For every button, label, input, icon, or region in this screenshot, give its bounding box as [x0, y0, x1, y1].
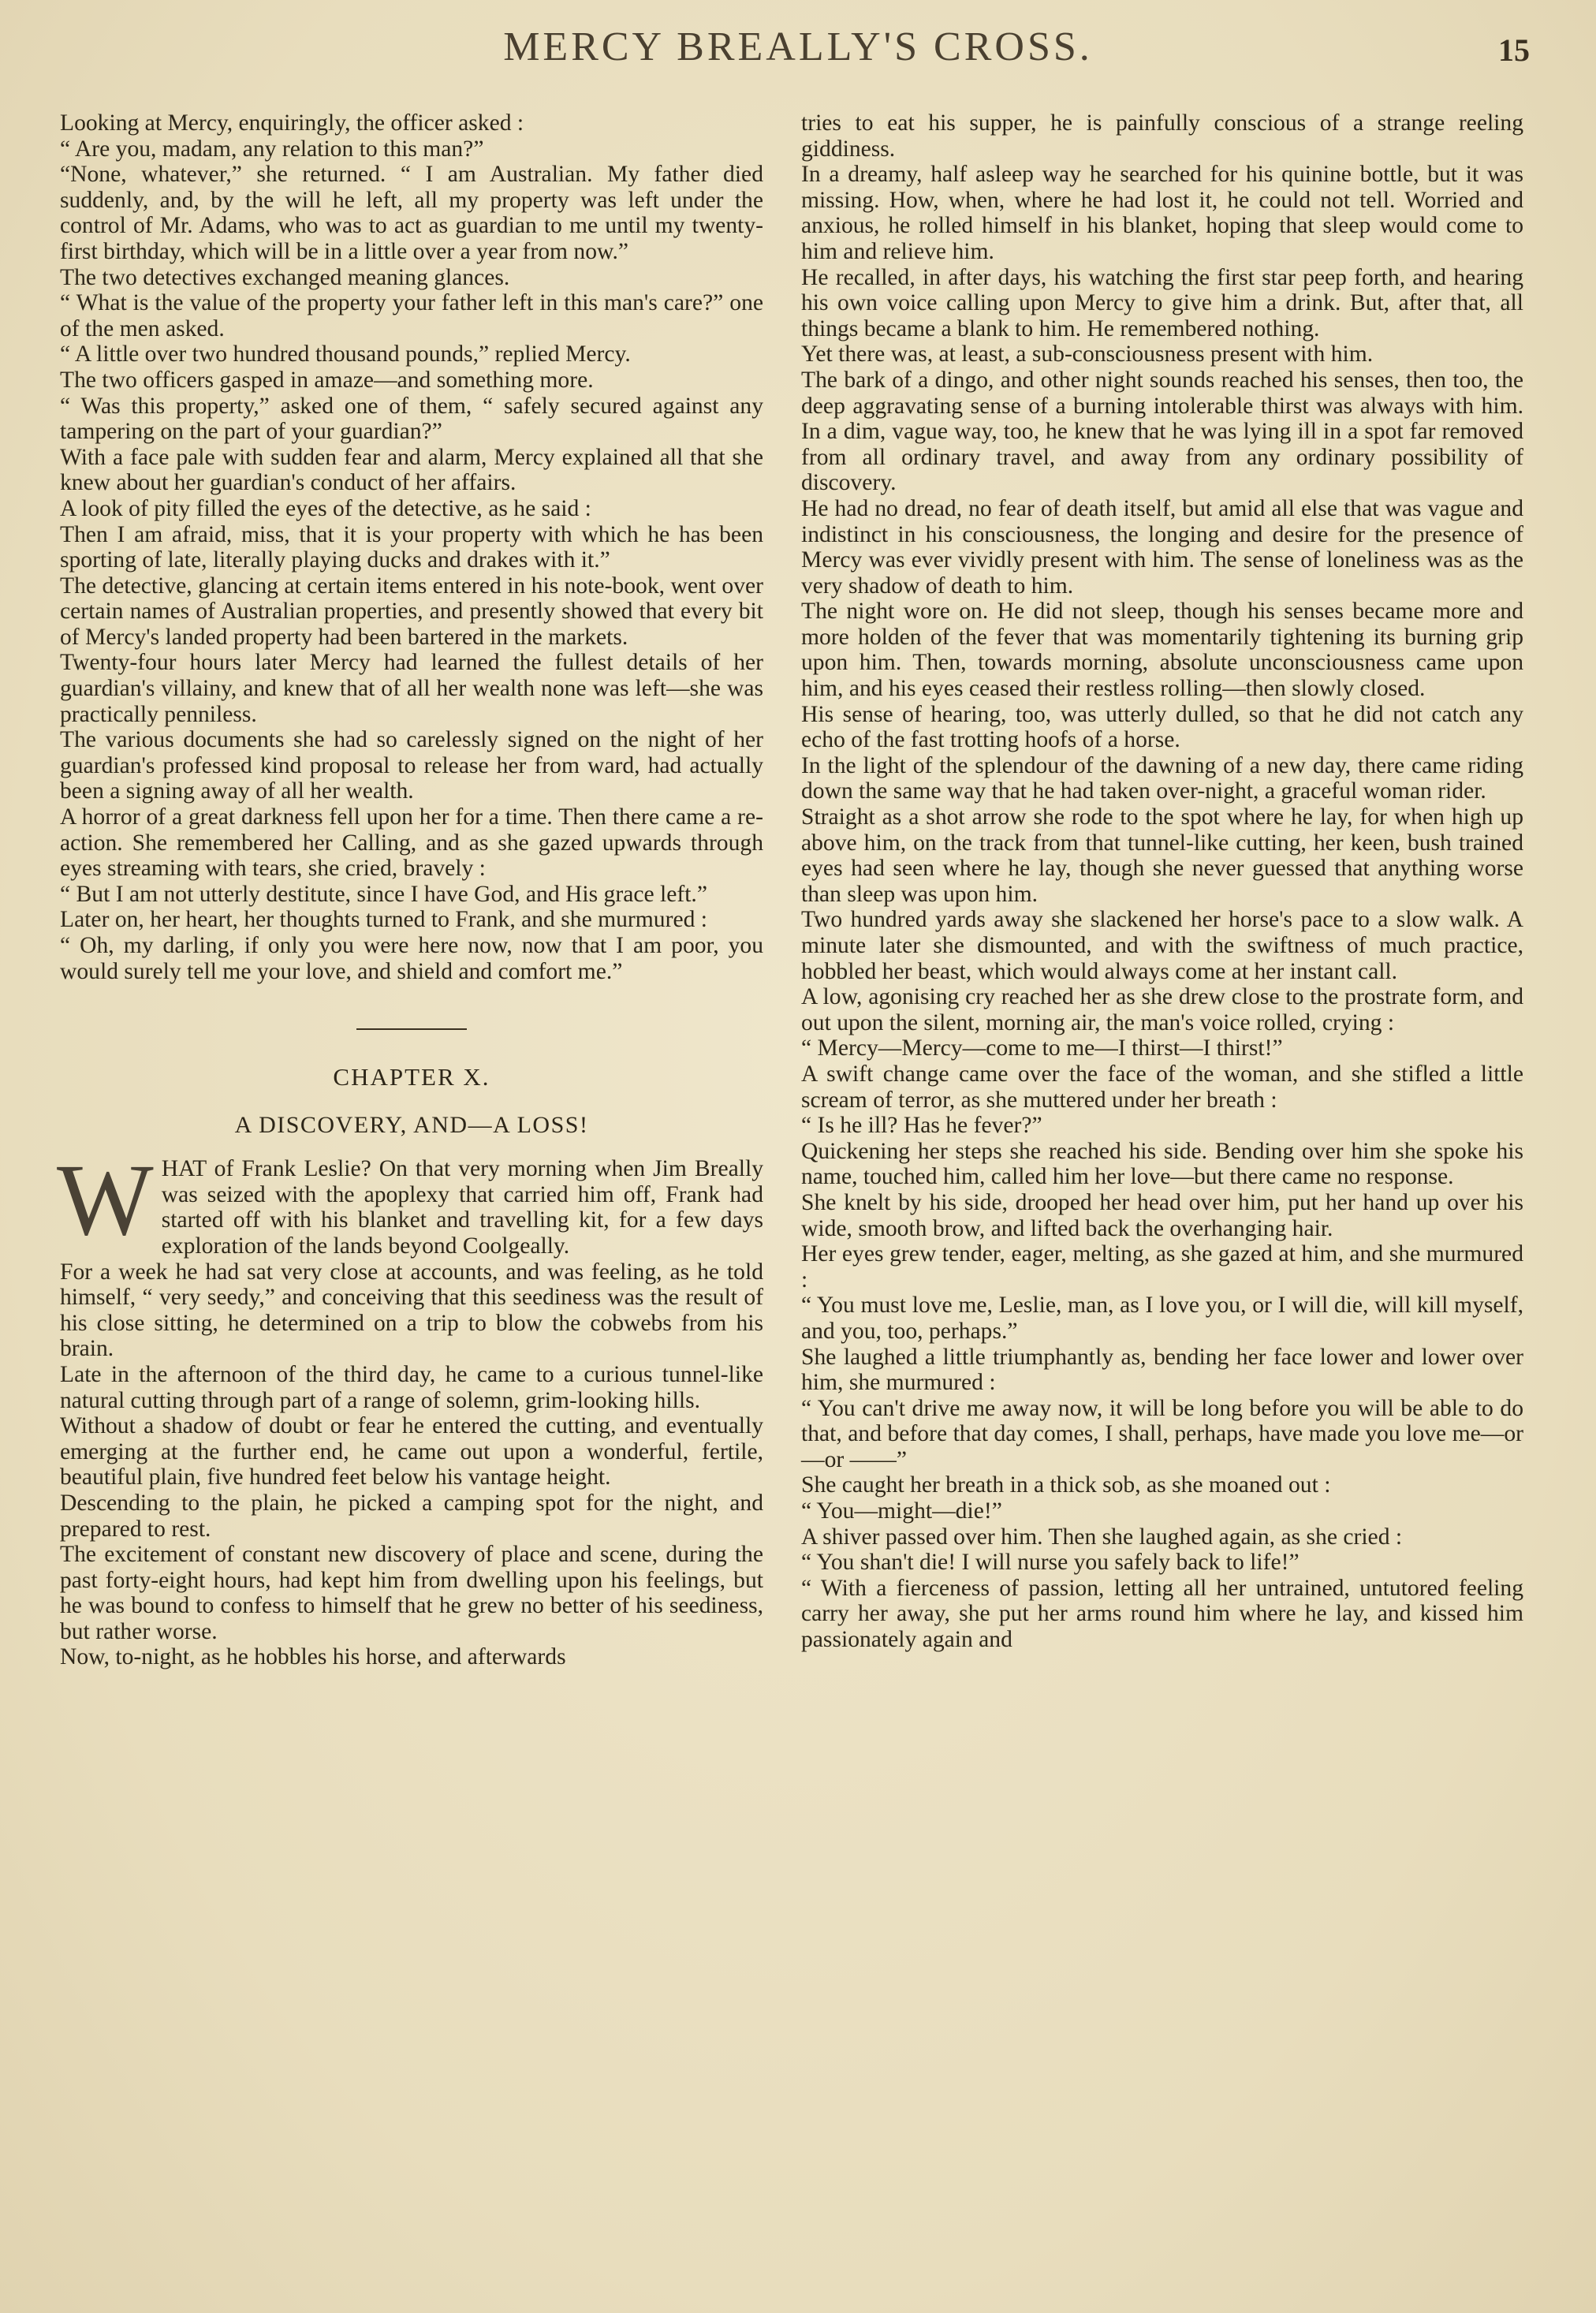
chapter-number: CHAPTER X.: [333, 1063, 490, 1091]
paragraph: The detective, glancing at certain items entered in his note-book, went over certain names of Australian properties, and presently showed that every bit of Mercy's landed property had been bartered in the markets.: [60, 573, 763, 650]
paragraph: Later on, her heart, her thoughts turned to Frank, and she murmured :: [60, 907, 707, 933]
paragraph: In a dreamy, half asleep way he searched for his quinine bottle, but it was missing. How, when, where he had lost it, he could not tell. Worried and anxious, he rolled himself in his blanket, hoping that sleep would come to him and relieve him.: [801, 162, 1523, 264]
paragraph: Without a shadow of doubt or fear he entered the cutting, and eventually emerging at the further end, he came out upon a wonderful, fertile, beautiful plain, five hundred feet below his vantage height.: [60, 1413, 763, 1490]
paragraph: A look of pity filled the eyes of the detective, as he said :: [60, 495, 591, 521]
right-paragraphs: [801, 110, 1523, 1653]
paragraph: tries to eat his supper, he is painfully conscious of a strange reeling giddiness.: [801, 110, 1523, 162]
page-number: 15: [1498, 32, 1530, 68]
paragraph: Quickening her steps she reached his side. Bending over him she spoke his name, touched him, called him her love—but there came no response.: [801, 1138, 1523, 1190]
chapter-opening-paragraph: [57, 1143, 763, 1259]
paragraph: She laughed a little triumphantly as, bending her face lower and lower over him, she murmured :: [801, 1344, 1523, 1396]
paragraph: “ Mercy—Mercy—come to me—I thirst—I thirst!”: [801, 1035, 1283, 1061]
paragraph: Straight as a shot arrow she rode to the spot where he lay, for when high up above him, on the track from that tunnel-like cutting, her keen, bush trained eyes had seen where he lay, though she never guessed that anything worse than sleep was upon him.: [801, 804, 1523, 907]
paragraph: “ Is he ill? Has he fever?”: [801, 1113, 1042, 1139]
paragraph: Looking at Mercy, enquiringly, the officer asked :: [60, 110, 524, 136]
paragraph: In the light of the splendour of the dawning of a new day, there came riding down the same way that he had taken over-night, a graceful woman rider.: [801, 752, 1523, 804]
paragraph: “ With a fierceness of passion, letting all her untrained, untutored feeling carry her away, she put her arms round him where he lay, and kissed him passionately again and: [801, 1575, 1523, 1653]
paragraph: For a week he had sat very close at accounts, and was feeling, as he told himself, “ very seedy,” and conceiving that this seediness was the result of his close sitting, he determined on a trip to blow the cobwebs from his brain.: [60, 1259, 763, 1362]
paragraph: With a face pale with sudden fear and alarm, Mercy explained all that she knew about her guardian's conduct of her affairs.: [60, 444, 763, 496]
paragraph: Then I am afraid, miss, that it is your property with which he has been sporting of late, literally playing ducks and drakes with it.”: [60, 521, 763, 573]
paragraph: He recalled, in after days, his watching the first star peep forth, and hearing his own voice calling upon Mercy to give him a drink. But, after that, all things became a blank to him. He remembered nothing.: [801, 264, 1523, 341]
paragraph: The various documents she had so carelessly signed on the night of her guardian's professed kind proposal to release her from ward, had actually been a signing away of all her wealth.: [60, 727, 763, 804]
paragraph: Now, to-night, as he hobbles his horse, and afterwards: [60, 1644, 566, 1670]
left-paragraphs-after: [60, 1259, 763, 1671]
paragraph: “ You shan't die! I will nurse you safely back to life!”: [801, 1550, 1300, 1576]
paragraph: “ Oh, my darling, if only you were here now, now that I am poor, you would surely tell me your love, and shield and comfort me.”: [60, 933, 763, 984]
paragraph: The two officers gasped in amaze—and something more.: [60, 367, 594, 393]
paragraph: The two detectives exchanged meaning glances.: [60, 264, 510, 290]
paragraph: Late in the afternoon of the third day, he came to a curious tunnel-like natural cutting through part of a range of solemn, grim-looking hills.: [60, 1361, 763, 1413]
paragraph: A shiver passed over him. Then she laughed again, as she cried :: [801, 1524, 1403, 1550]
paragraph: Yet there was, at least, a sub-consciousness present with him.: [801, 341, 1374, 367]
paragraph: He had no dread, no fear of death itself, but amid all else that was vague and indistinct in his consciousness, the longing and desire for the presence of Mercy was ever vividly present with him. The sense of loneliness was as the very shadow of death to him.: [801, 495, 1523, 599]
paragraph: “ Was this property,” asked one of them, “ safely secured against any tampering on the part of your guardian?”: [60, 393, 763, 445]
paragraph: “ You—might—die!”: [801, 1498, 1002, 1524]
paragraph: “None, whatever,” she returned. “ I am Australian. My father died suddenly, and, by the will he left, all my property was left under the control of Mr. Adams, who was to act as guardian to me until my twenty-first birthday, which will be in a little over a year from now.”: [60, 162, 763, 264]
paragraph: “ A little over two hundred thousand pounds,” replied Mercy.: [60, 341, 631, 367]
paragraph: The excitement of constant new discovery of place and scene, during the past forty-eight hours, had kept him from dwelling upon his feelings, but he was bound to confess to himself that he grew no better of his seediness, but rather worse.: [60, 1542, 763, 1644]
left-paragraphs-before: [60, 110, 763, 984]
paragraph: A swift change came over the face of the woman, and she stifled a little scream of terror, as she muttered under her breath :: [801, 1061, 1523, 1113]
paragraph: Two hundred yards away she slackened her horse's pace to a slow walk. A minute later she dismounted, and with the swiftness of much practice, hobbled her beast, which would always come at her instant call.: [801, 907, 1523, 984]
paragraph: “ What is the value of the property your father left in this man's care?” one of the men asked.: [60, 290, 763, 341]
paragraph: His sense of hearing, too, was utterly dulled, so that he did not catch any echo of the fast trotting hoofs of a horse.: [801, 701, 1523, 753]
paragraph: The night wore on. He did not sleep, though his senses became more and more holden of the fever that was momentarily tightening its burning grip upon him. Then, towards morning, absolute unconsciousness came upon him, and his eyes ceased their restless rolling—then slowly closed.: [801, 599, 1523, 702]
paragraph: “ You can't drive me away now, it will be long before you will be able to do that, and before that day comes, I shall, perhaps, have made you love me—or—or ——”: [801, 1395, 1523, 1472]
paragraph: She caught her breath in a thick sob, as she moaned out :: [801, 1472, 1331, 1498]
paragraph: Descending to the plain, he picked a camping spot for the night, and prepared to rest.: [60, 1490, 763, 1542]
paragraph: “ You must love me, Leslie, man, as I love you, or I will die, will kill myself, and you, too, perhaps.”: [801, 1293, 1523, 1344]
opening-text: HAT of Frank Leslie? On that very morning when Jim Breally was seized with the apoplexy that carried him off, Frank had started off with his blanket and travelling kit, for a few days exploration of the lands beyond Coolgeally.: [161, 1156, 763, 1259]
paragraph: A low, agonising cry reached her as she drew close to the prostrate form, and out upon the silent, morning air, the man's voice rolled, crying :: [801, 984, 1523, 1035]
drop-cap: W: [57, 1143, 154, 1258]
paragraph: A horror of a great darkness fell upon her for a time. Then there came a re-action. She remembered her Calling, and as she gazed upwards through eyes streaming with tears, she cried, bravely :: [60, 804, 763, 882]
left-column: [57, 110, 763, 1670]
paragraph: Twenty-four hours later Mercy had learned the fullest details of her guardian's villainy, and knew that of all her wealth none was left—she was practically penniless.: [60, 650, 763, 727]
paragraph: The bark of a dingo, and other night sounds reached his senses, then too, the deep aggravating sense of a burning intolerable thirst was always with him. In a dim, vague way, too, he knew that he was lying ill in a spot far removed from all ordinary travel, and away from any ordinary possibility of discovery.: [801, 367, 1523, 496]
chapter-title: A DISCOVERY, AND—A LOSS!: [234, 1112, 589, 1139]
paragraph: Her eyes grew tender, eager, melting, as she gazed at him, and she murmured :: [801, 1241, 1523, 1293]
section-divider: [356, 1028, 467, 1030]
paragraph: “ Are you, madam, any relation to this man?”: [60, 136, 484, 162]
paragraph: “ But I am not utterly destitute, since I have God, and His grace left.”: [60, 881, 707, 907]
paragraph: She knelt by his side, drooped her head over him, put her hand up over his wide, smooth brow, and lifted back the overhanging hair.: [801, 1189, 1523, 1241]
right-column: [801, 110, 1523, 1653]
running-title: MERCY BREALLY'S CROSS.: [503, 24, 1093, 69]
